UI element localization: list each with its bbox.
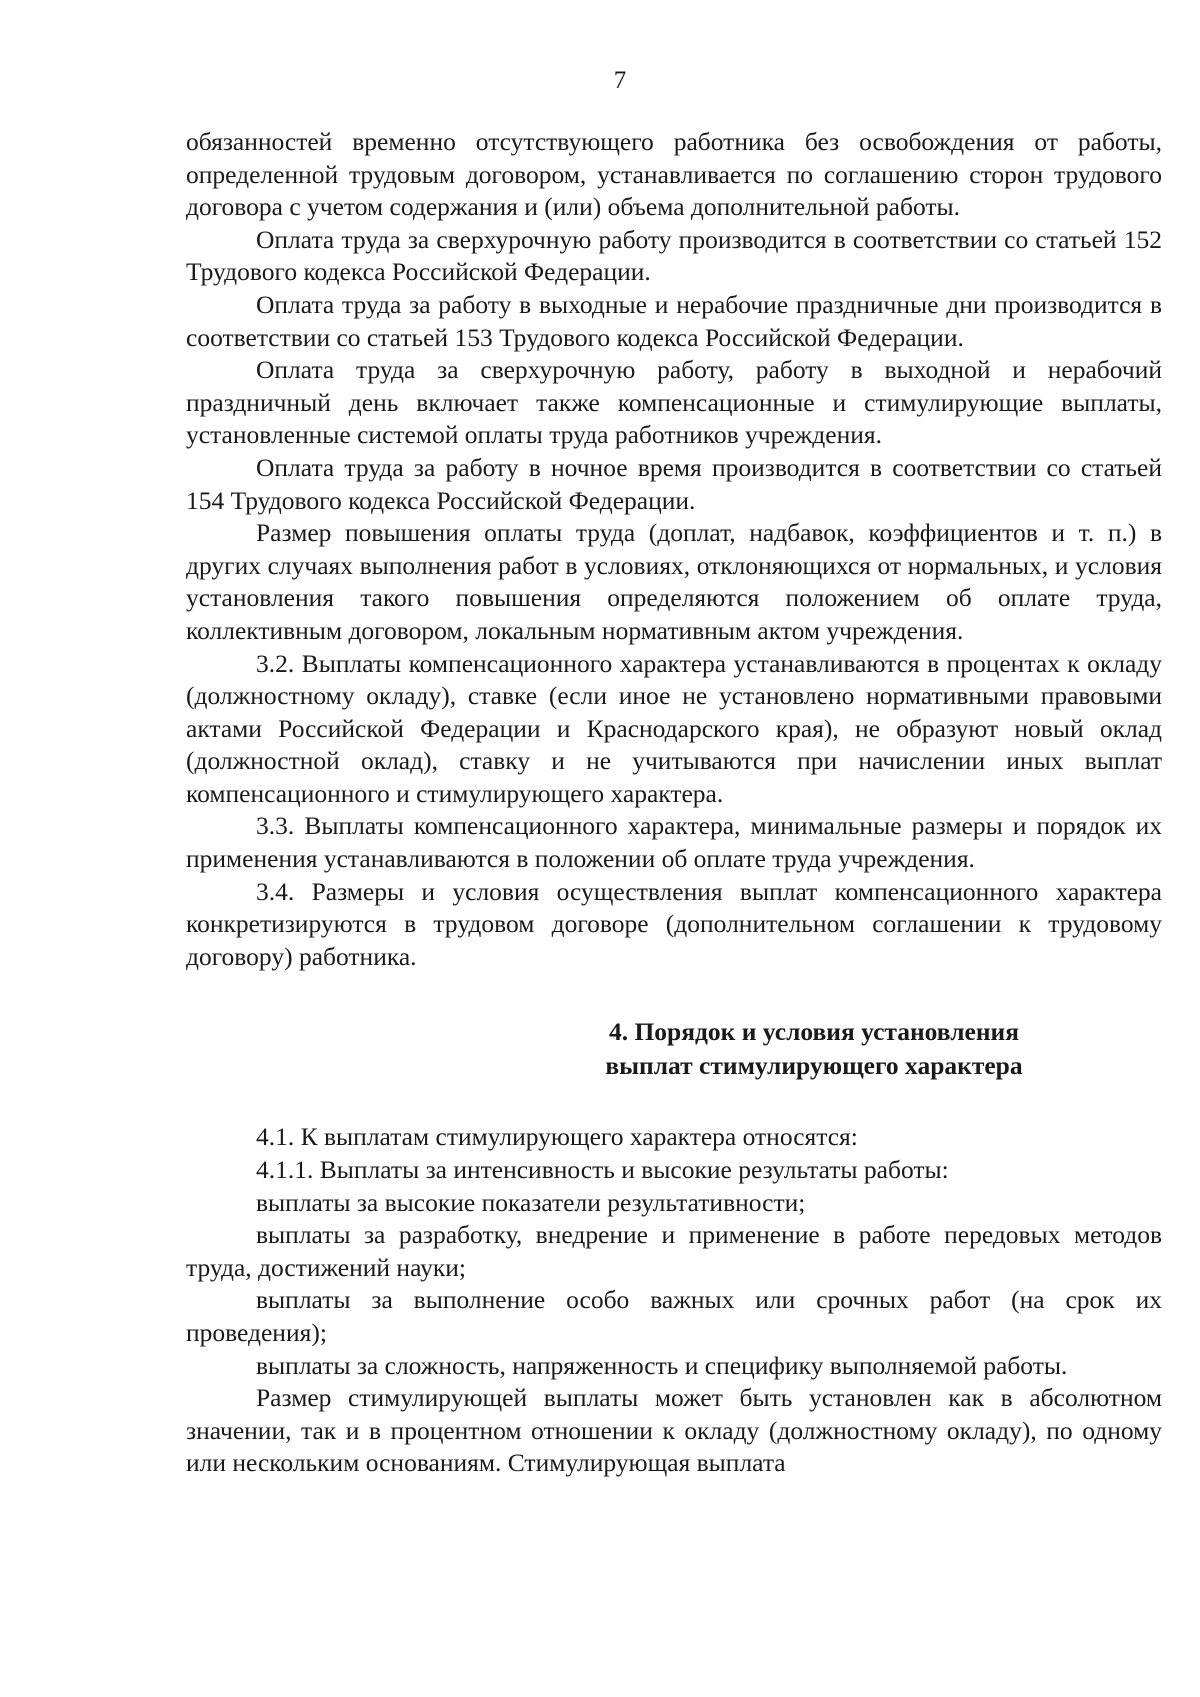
paragraph: 4.1. К выплатам стимулирующего характера относятся: bbox=[256, 1122, 858, 1152]
paragraph: 4.1.1. Выплаты за интенсивность и высокие результаты работы: bbox=[256, 1155, 949, 1185]
section-title-line-2: выплат стимулирующего характера bbox=[605, 1051, 1023, 1081]
paragraph: Оплата труда за работу в ночное время производится в соответствии со статьей 154 Трудового кодекса Российской Федерации. bbox=[186, 452, 1162, 515]
section-title-line-1: 4. Порядок и условия установления bbox=[608, 1017, 1020, 1047]
paragraph: выплаты за высокие показатели результативности; bbox=[256, 1187, 806, 1217]
paragraph: 3.4. Размеры и условия осуществления выплат компенсационного характера конкретизируются в трудовом договоре (дополнительном соглашении к трудовому договору) работника. bbox=[186, 876, 1162, 971]
paragraph: выплаты за сложность, напряженность и специфику выполняемой работы. bbox=[256, 1350, 1068, 1380]
paragraph: Оплата труда за сверхурочную работу, работу в выходной и нерабочий праздничный день включает также компенсационные и стимулирующие выплаты, установленные системой оплаты труда работников учреждения. bbox=[186, 355, 1162, 450]
paragraph: выплаты за выполнение особо важных или срочных работ (на срок их проведения); bbox=[186, 1285, 1162, 1347]
paragraph: Оплата труда за сверхурочную работу производится в соответствии со статьей 152 Трудового кодекса Российской Федерации. bbox=[186, 224, 1162, 287]
paragraph: Оплата труда за работу в выходные и нерабочие праздничные дни производится в соответствии со статьей 153 Трудового кодекса Российской Федерации. bbox=[186, 289, 1162, 352]
paragraph: обязанностей временно отсутствующего работника без освобождения от работы, определенной трудовым договором, устанавливается по соглашению сторон трудового договора с учетом содержания и (или) объема дополнительной работы. bbox=[186, 127, 1162, 222]
paragraph: 3.2. Выплаты компенсационного характера устанавливаются в процентах к окладу (должностному окладу), ставке (если иное не установлено нормативными правовыми актами Российской Федерации и Краснодарского края), не образуют новый оклад (должностной оклад), ставку и не учитываются при начислении иных выплат компенсационного и стимулирующего характера. bbox=[186, 648, 1162, 808]
page-number: 7 bbox=[613, 67, 627, 94]
paragraph: Размер стимулирующей выплаты может быть установлен как в абсолютном значении, так и в процентном отношении к окладу (должностному окладу), по одному или нескольким основаниям. Стимулирующая выплата bbox=[186, 1383, 1162, 1478]
document-body bbox=[186, 126, 1162, 1480]
section-3-text bbox=[186, 126, 1162, 973]
paragraph: выплаты за разработку, внедрение и применение в работе передовых методов труда, достижений науки; bbox=[186, 1220, 1162, 1282]
paragraph: 3.3. Выплаты компенсационного характера, минимальные размеры и порядок их применения устанавливаются в положении об оплате труда учреждения. bbox=[186, 811, 1162, 874]
paragraph: Размер повышения оплаты труда (доплат, надбавок, коэффициентов и т. п.) в других случаях выполнения работ в условиях, отклоняющихся от нормальных, и условия установления такого повышения определяются положением об оплате труда, коллективным договором, локальным нормативным актом учреждения. bbox=[186, 518, 1162, 645]
section-4-text bbox=[186, 1121, 1162, 1480]
section-4-title bbox=[186, 1015, 1162, 1083]
